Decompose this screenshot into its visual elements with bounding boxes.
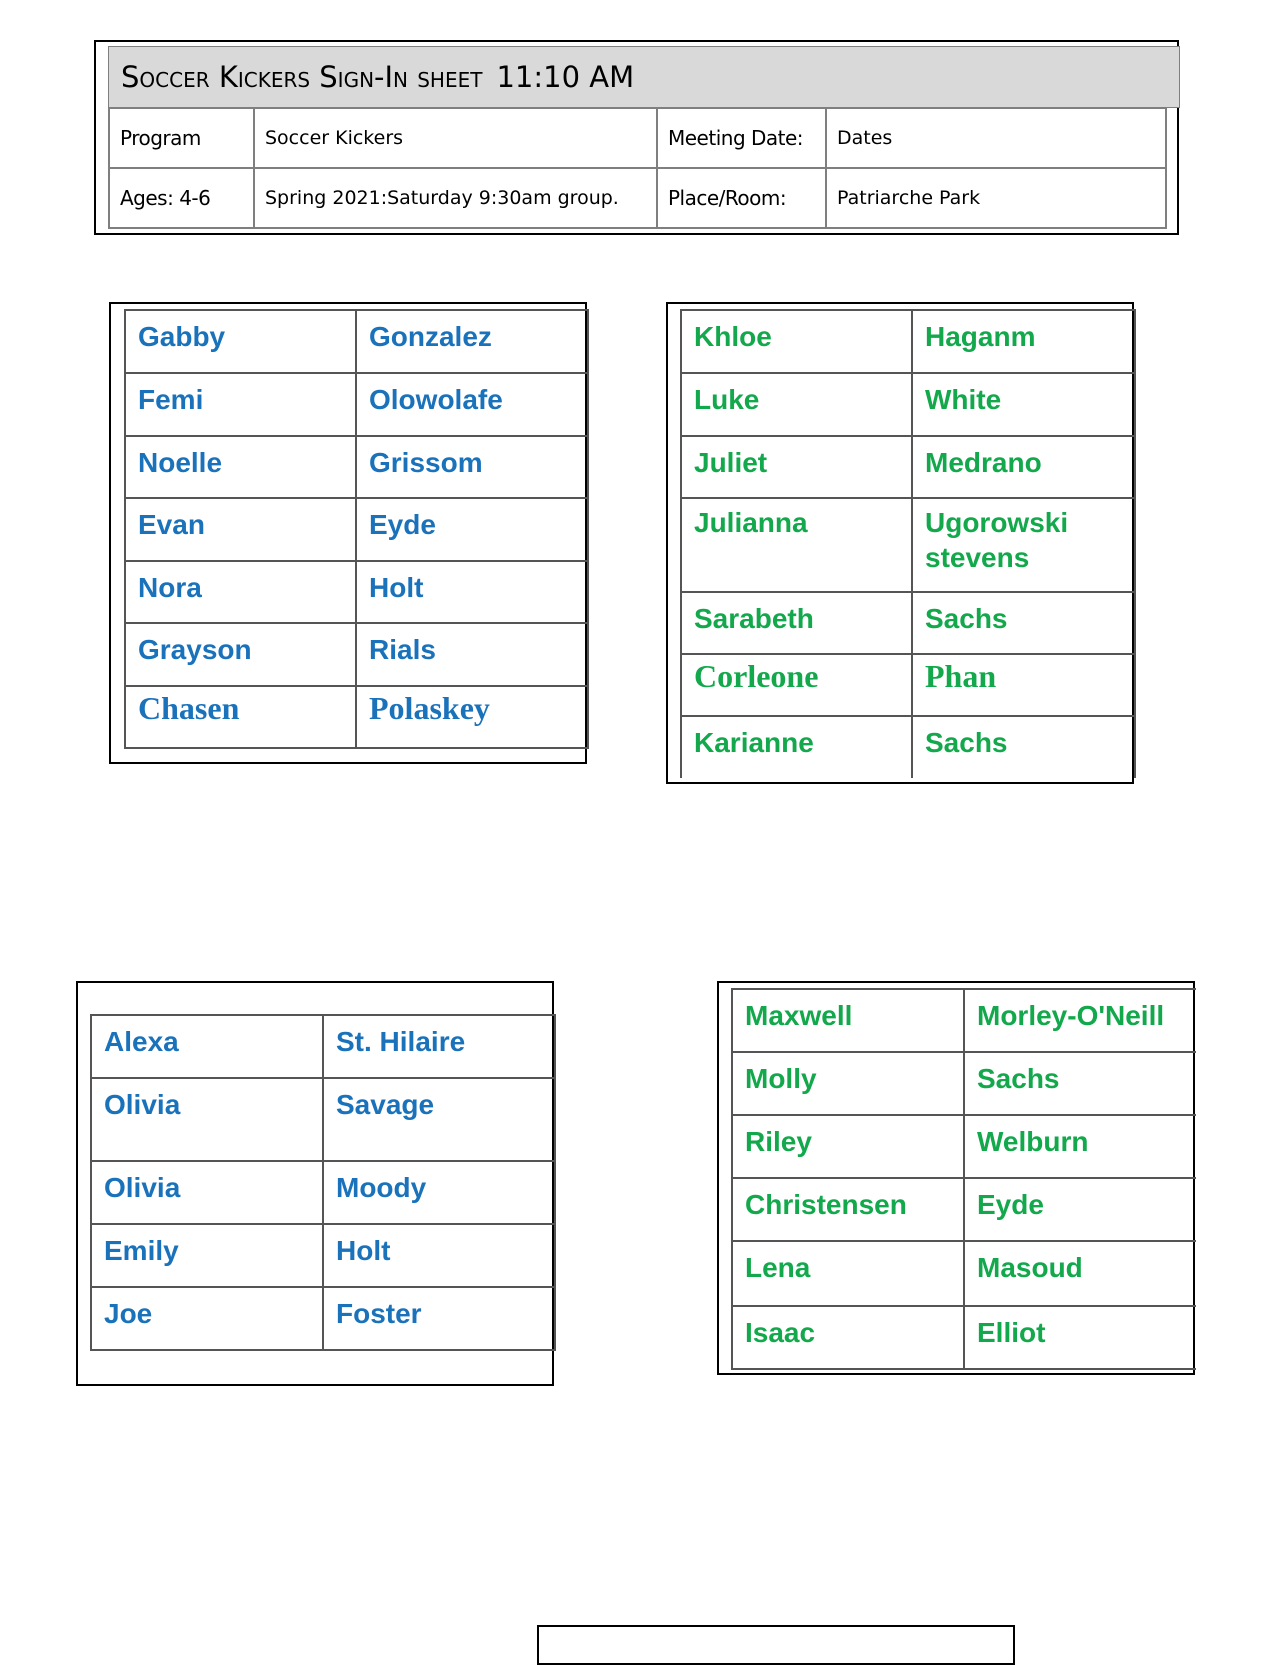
table-row [125,498,588,561]
first-name: Molly [732,1052,964,1115]
table-row [91,1224,555,1287]
last-name: Gonzalez [356,310,588,373]
last-name: Grissom [356,436,588,498]
last-name: Phan [912,654,1135,716]
ages-label: Ages: 4-6 [109,168,254,228]
program-info-row [109,168,1166,228]
table-row [91,1078,555,1161]
first-name: Olivia [91,1161,323,1224]
last-name: Ugorowski stevens [912,498,1135,592]
first-name: Joe [91,1287,323,1350]
sheet-title-text: Soccer Kickers Sign-In sheet [121,60,483,94]
next-table-border [537,1625,1015,1665]
first-name: Christensen [732,1178,964,1241]
first-name: Sarabeth [681,592,912,654]
session-value: Spring 2021:Saturday 9:30am group. [254,168,657,228]
last-name: Savage [323,1078,555,1161]
roster-table-bottom-right [731,988,1196,1370]
table-row [681,498,1135,592]
first-name: Khloe [681,310,912,373]
meeting-date-label: Meeting Date: [657,108,826,168]
first-name: Alexa [91,1015,323,1078]
last-name: Haganm [912,310,1135,373]
table-row [681,373,1135,436]
first-name: Luke [681,373,912,436]
program-label: Program [109,108,254,168]
first-name: Chasen [125,686,356,748]
first-name: Nora [125,561,356,623]
table-row [125,686,588,748]
table-row [125,623,588,686]
first-name: Olivia [91,1078,323,1161]
last-name: Sachs [912,716,1135,778]
first-name: Noelle [125,436,356,498]
first-name: Karianne [681,716,912,778]
table-row [91,1287,555,1350]
place-label: Place/Room: [657,168,826,228]
last-name: Rials [356,623,588,686]
first-name: Grayson [125,623,356,686]
first-name: Isaac [732,1306,964,1369]
program-info-table [108,107,1167,229]
last-name: Sachs [964,1052,1196,1115]
roster-table-top-left [124,309,589,749]
last-name: Sachs [912,592,1135,654]
table-row [681,436,1135,498]
table-row [125,310,588,373]
table-row [91,1015,555,1078]
first-name: Femi [125,373,356,436]
last-name: White [912,373,1135,436]
first-name: Evan [125,498,356,561]
last-name: Olowolafe [356,373,588,436]
roster-table-top-right [680,309,1136,778]
place-value: Patriarche Park [826,168,1166,228]
sheet-title [108,46,1180,108]
last-name: Eyde [356,498,588,561]
last-name: Medrano [912,436,1135,498]
first-name: Riley [732,1115,964,1178]
program-info-row [109,108,1166,168]
first-name: Maxwell [732,989,964,1052]
table-row [732,1115,1196,1178]
table-row [732,1306,1196,1369]
first-name: Emily [91,1224,323,1287]
table-row [91,1161,555,1224]
last-name: Masoud [964,1241,1196,1306]
table-row [732,989,1196,1052]
meeting-date-value: Dates [826,108,1166,168]
sheet-time: 11:10 AM [496,60,635,94]
last-name: Foster [323,1287,555,1350]
table-row [681,310,1135,373]
last-name: Holt [356,561,588,623]
last-name: Elliot [964,1306,1196,1369]
table-row [681,716,1135,778]
first-name: Lena [732,1241,964,1306]
table-row [125,373,588,436]
last-name: Moody [323,1161,555,1224]
table-row [732,1052,1196,1115]
first-name: Juliet [681,436,912,498]
table-row [125,436,588,498]
last-name: Eyde [964,1178,1196,1241]
table-row [681,654,1135,716]
program-value: Soccer Kickers [254,108,657,168]
roster-table-bottom-left [90,1014,556,1351]
first-name: Julianna [681,498,912,592]
last-name: Welburn [964,1115,1196,1178]
table-row [125,561,588,623]
table-row [681,592,1135,654]
table-row [732,1241,1196,1306]
last-name: Polaskey [356,686,588,748]
last-name: Holt [323,1224,555,1287]
last-name: Morley-O'Neill [964,989,1196,1052]
last-name: St. Hilaire [323,1015,555,1078]
table-row [732,1178,1196,1241]
first-name: Corleone [681,654,912,716]
first-name: Gabby [125,310,356,373]
